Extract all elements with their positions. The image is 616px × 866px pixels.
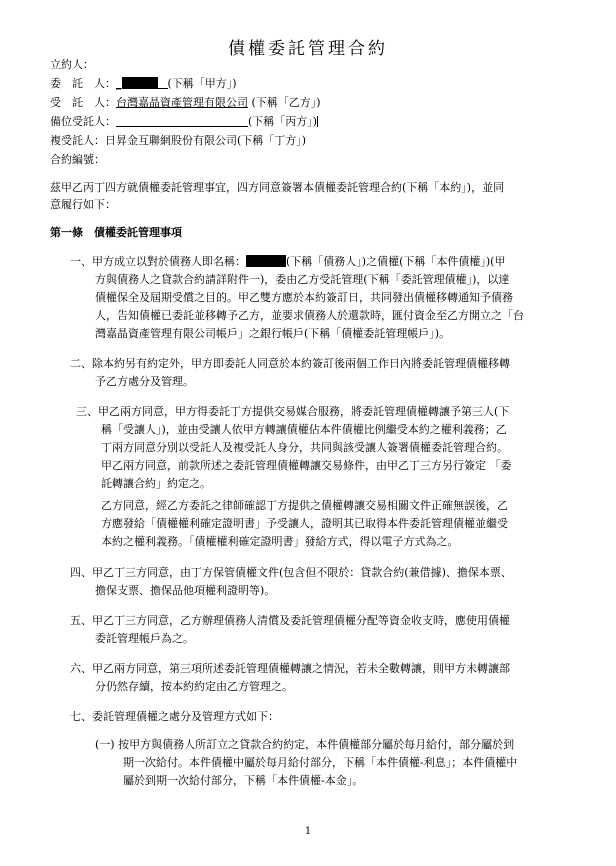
reagent-label: 複受託人： <box>50 134 105 147</box>
clause-6-line-1: 六、甲乙兩方同意，第三項所述委託管理債權轉讓之情況，若未全數轉讓，則甲方未轉讓部 <box>70 662 510 675</box>
clause-7-1-line-3: 屬於到期一次給付部分，下稱「本件債權-本金」。 <box>123 774 364 787</box>
backup-label: 備位受託人： <box>50 115 116 128</box>
agent-line <box>50 96 321 110</box>
backup-agent-line <box>50 115 318 129</box>
clause-4-line-1: 四、甲乙丁三方同意，由丁方保管債權文件(包含但不限於：貸款合約(兼借據)、擔保本票、 <box>70 566 512 579</box>
intro-line-1: 茲甲乙丙丁四方就債權委託管理事宜，四方同意簽署本債權委託管理合約(下稱「本約」)，並同 <box>50 181 505 194</box>
clause-3-line-5: 託轉讓合約」約定之。 <box>101 477 211 490</box>
page-title: 債權委託管理合約 <box>228 39 388 59</box>
clause-2-line-1: 二、除本約另有約定外，甲方即委託人同意於本約簽訂後兩個工作日內將委託管理債權移轉 <box>70 357 510 370</box>
clause-1-line-4: 人，告知債權已委託並移轉予乙方，並要求債務人於還款時，匯付資金至乙方開立之「台 <box>95 309 524 322</box>
principal-suffix: (下稱「甲方」) <box>167 77 237 90</box>
clause-4-line-2: 擔保支票、擔保品他項權利證明等)。 <box>95 584 276 597</box>
clause-3-line-6: 乙方同意，經乙方委託之律師確認丁方提供之債權轉讓交易相關文件正確無誤後，乙 <box>101 499 508 512</box>
clause-1-line-3: 債權保全及屆期受償之目的。甲乙雙方應於本約簽訂日，共同發出債權移轉通知予債務 <box>95 291 513 304</box>
clause-3-line-3: 丁兩方同意分別以受託人及複受託人身分，共同與該受讓人簽署債權委託管理合約。 <box>101 441 508 454</box>
principal-blank: _ <box>116 77 122 90</box>
clause-7-1-line-1: (一) 按甲方與債務人所訂立之貸款合約約定，本件債權部分屬於每月給付，部分屬於到 <box>95 738 515 751</box>
clause-1-line-2: 方與債務人之貸款合約請詳附件一)，委由乙方受託管理(下稱「委託管理債權」)，以達 <box>95 273 510 286</box>
text-cursor <box>317 116 318 127</box>
clause-5-line-2: 委託管理帳戶為之。 <box>95 632 194 645</box>
clause-6-line-2: 分仍然存續，按本約約定由乙方管理之。 <box>95 680 293 693</box>
clause-1-line-1 <box>70 255 505 269</box>
reagent-suffix: (下稱「丁方」) <box>237 134 307 147</box>
agent-label: 受 託 人： <box>50 96 116 109</box>
principal-underline <box>158 77 168 89</box>
agent-name: 台灣嘉晶資產管理有限公司 <box>116 96 248 109</box>
backup-blank-line <box>116 115 248 127</box>
agent-suffix: (下稱「乙方」) <box>248 96 321 109</box>
clause-7-1-line-2: 期一次給付。本件債權中屬於每月給付部分，下稱「本件債權-利息」；本件債權中 <box>123 756 518 769</box>
clause-3-line-7: 方應發給「債權權利確定證明書」予受讓人，證明其已取得本件委託管理債權並繼受 <box>101 517 508 530</box>
intro-line-2: 意履行如下： <box>50 198 116 211</box>
clause-3-line-2: 稱「受讓人」)，並由受讓人依甲方轉讓債權佔本件債權比例繼受本約之權利義務；乙 <box>101 423 507 436</box>
reagent-line <box>50 134 306 148</box>
redacted-debtor-name <box>246 255 286 267</box>
clause-2-line-2: 予乙方處分及管理。 <box>95 375 194 388</box>
clause-1-pre: 一、甲方成立以對於債務人即名稱： <box>70 255 246 268</box>
clause-1-post: (下稱「債務人」)之債權(下稱「本件債權」)(甲 <box>286 255 506 268</box>
parties-header: 立約人： <box>50 58 94 71</box>
clause-5-line-1: 五、甲乙丁三方同意，乙方辦理債務人清償及委託管理債權分配等資金收支時，應使用債權 <box>70 614 510 627</box>
redacted-principal-name <box>122 77 158 89</box>
clause-7-line-1: 七、委託管理債權之處分及管理方式如下： <box>70 710 279 723</box>
backup-suffix: (下稱「丙方」) <box>248 115 318 128</box>
clause-3-line-8: 本約之權利義務。「債權權利確定證明書」發給方式，得以電子方式為之。 <box>101 535 459 548</box>
clause-1-line-5: 灣嘉晶資產管理有限公司帳戶」之銀行帳戶(下稱「債權委託管理帳戶」)。 <box>95 327 451 340</box>
article-1-heading: 第一條 債權委託管理事項 <box>50 226 182 239</box>
principal-label: 委 託 人： <box>50 77 116 90</box>
contract-number-label: 合約編號： <box>50 153 105 166</box>
principal-line <box>50 77 237 91</box>
page-number: 1 <box>304 826 312 837</box>
clause-3-line-4: 甲乙兩方同意，前款所述之委託管理債權轉讓交易條件，由甲乙丁三方另行簽定 「委 <box>101 459 512 472</box>
reagent-name: 日昇金互聯網股份有限公司 <box>105 134 237 147</box>
clause-3-line-1: 三、甲乙兩方同意，甲方得委託丁方提供交易媒合服務，將委託管理債權轉讓予第三人(下 <box>76 405 510 418</box>
